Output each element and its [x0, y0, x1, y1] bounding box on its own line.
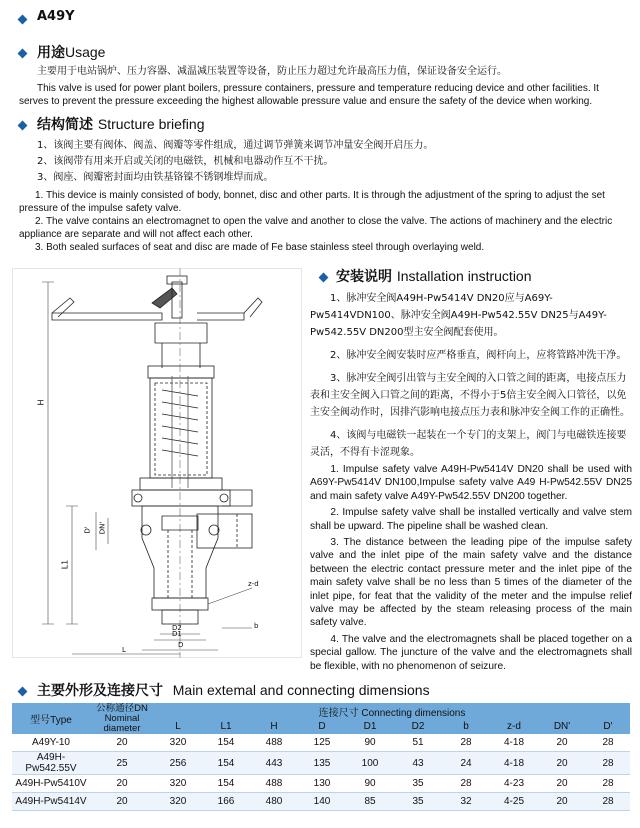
col-header: L: [154, 719, 202, 734]
installation-item-en: 4. The valve and the electromagnets shall be placed together on a special gallow. The juncture of the valve and the electromagnets shall be flexible, with no phenomenon of seizure.: [310, 633, 632, 672]
dim-label-Dp: D': [83, 526, 92, 534]
installation-heading: [336, 266, 532, 286]
installation-item-en: 2. Impulse safety valve shall be installed vertically and valve stem shall be upward. The pipeline shall be washed clean.: [310, 507, 632, 532]
table-cell: 32: [442, 793, 490, 811]
table-cell: 4-25: [490, 793, 538, 811]
col-header: L1: [202, 719, 250, 734]
col-header: D': [586, 719, 630, 734]
table-row: [12, 775, 630, 793]
table-cell: A49H-Pw5414V: [12, 793, 90, 811]
structure-item-en: 3. Both sealed surfaces of seat and disc are made of Fe base stainless steel through overlaying weld.: [35, 242, 485, 253]
table-row: [12, 734, 630, 752]
table-cell: 28: [442, 734, 490, 752]
valve-drawing: [12, 268, 302, 658]
col-header: D1: [346, 719, 394, 734]
dim-label-L: L: [122, 646, 126, 654]
table-cell: 166: [202, 793, 250, 811]
table-cell: 20: [90, 775, 154, 793]
structure-heading-en: Structure briefing: [97, 116, 205, 132]
structure-list-cn: [37, 138, 433, 186]
table-cell: 154: [202, 734, 250, 752]
table-cell: 125: [298, 734, 346, 752]
col-header: b: [442, 719, 490, 734]
table-cell: 28: [586, 775, 630, 793]
table-cell: 4-18: [490, 752, 538, 775]
table-cell: 20: [538, 734, 586, 752]
structure-item-en: 2. The valve contains an electromagnet to open the valve and another to close the valve. The actions of machinery and the electric appliance are separate and will not affect each other.: [19, 216, 613, 240]
installation-item-cn: 2、脉冲安全阀安装时应严格垂直，阀杆向上，应将管路冲洗干净。: [330, 350, 627, 361]
col-header-connecting: 连接尺寸 Connecting dimensions: [154, 703, 630, 719]
table-cell: 35: [394, 793, 442, 811]
table-cell: A49H-Pw542.55V: [12, 752, 90, 775]
table-cell: 140: [298, 793, 346, 811]
structure-item-en: 1. This device is mainly consisted of body, bonnet, disc and other parts. It is through the adjustment of the spring to adjust the set pressure of the impulse safety valve.: [19, 190, 605, 214]
table-cell: 20: [538, 793, 586, 811]
table-cell: 90: [346, 775, 394, 793]
installation-heading-cn: 安装说明: [336, 269, 392, 285]
bullet-diamond-icon: [319, 273, 329, 283]
dimensions-heading-en: Main extemal and connecting dimensions: [172, 682, 430, 698]
table-cell: 488: [250, 734, 298, 752]
bullet-diamond-icon: [18, 49, 28, 59]
table-cell: 480: [250, 793, 298, 811]
table-cell: A49H-Pw5410V: [12, 775, 90, 793]
table-cell: 90: [346, 734, 394, 752]
dim-label-zd: z-d: [248, 580, 259, 588]
col-header-dn-en: Nominal diameter: [103, 712, 141, 734]
table-row: [12, 793, 630, 811]
dim-label-D2: D2: [172, 624, 182, 632]
usage-text-cn: 主要用于电站锅炉、压力容器、减温减压装置等设备，防止压力超过允许最高压力值，保证设备安全运行。: [37, 66, 507, 77]
dimensions-heading-cn: 主要外形及连接尺寸: [37, 683, 163, 699]
table-cell: 35: [394, 775, 442, 793]
table-cell: 4-23: [490, 775, 538, 793]
table-cell: 25: [90, 752, 154, 775]
table-cell: 20: [538, 752, 586, 775]
dim-label-b: b: [254, 622, 259, 630]
dim-label-DNp: DN': [98, 521, 107, 535]
col-header-type: 型号Type: [12, 703, 90, 734]
col-header: DN': [538, 719, 586, 734]
table-cell: 100: [346, 752, 394, 775]
installation-item-en: 1. Impulse safety valve A49H-Pw5414V DN20 shall be used with A69Y-Pw5414V DN100,Impulse safety valve A49 H-Pw542.55V DN25 and main safety valve A49Y-Pw542.55V DN200 together.: [310, 464, 632, 502]
structure-item-cn: 3、阀座、阀瓣密封面均由铁基铬镍不锈钢堆焊而成。: [37, 172, 274, 183]
structure-heading-cn: 结构简述: [37, 117, 93, 133]
table-cell: 130: [298, 775, 346, 793]
bullet-diamond-icon: [18, 687, 28, 697]
structure-list-en: [19, 189, 631, 254]
table-cell: 28: [586, 793, 630, 811]
dim-label-D: D: [178, 641, 184, 649]
table-cell: 154: [202, 752, 250, 775]
installation-list-cn: [310, 290, 632, 467]
table-cell: 24: [442, 752, 490, 775]
table-cell: 154: [202, 775, 250, 793]
col-header-dn-cn: 公称通径DN: [96, 702, 148, 714]
usage-text-en: This valve is used for power plant boilers, pressure containers, pressure and temperature reducing device and other facilities. It serves to prevent the pressure exceeding the highest allowable pressure value and ensure the safety of the device when working.: [19, 83, 599, 107]
installation-item-cn: 4、该阀与电磁铁一起装在一个专门的支架上，阀门与电磁铁连接要灵活，不得有卡涩现象。: [310, 430, 627, 458]
col-header-dn: [90, 703, 154, 734]
table-cell: 20: [538, 775, 586, 793]
table-cell: 43: [394, 752, 442, 775]
table-cell: 28: [586, 734, 630, 752]
table-cell: 4-18: [490, 734, 538, 752]
table-cell: 443: [250, 752, 298, 775]
col-header: z-d: [490, 719, 538, 734]
structure-item-cn: 2、该阀带有用来开启或关闭的电磁铁，机械和电器动作互不干扰。: [37, 156, 334, 167]
structure-item-cn: 1、该阀主要有阀体、阀盖、阀瓣等零件组成，通过调节弹簧来调节冲量安全阀开启压力。: [37, 140, 434, 151]
bullet-diamond-icon: [18, 15, 28, 25]
col-header: D: [298, 719, 346, 734]
table-cell: 28: [442, 775, 490, 793]
installation-list-en: [310, 463, 632, 676]
table-cell: 20: [90, 793, 154, 811]
col-header: D2: [394, 719, 442, 734]
table-cell: 320: [154, 734, 202, 752]
installation-item-cn: 1、脉冲安全阀A49H-Pw5414V DN20应与A69Y-Pw5414VDN100、脉冲安全阀A49H-Pw542.55V DN25与A49Y-Pw542.55V DN200型主安全阀配套使用。: [310, 293, 607, 338]
installation-item-cn: 3、脉冲安全阀引出管与主安全阀的入口管之间的距离，电接点压力表和主安全阀入口管之间的距离，不得小于5倍主安全阀入口管径，以免主安全阀动作时，因排汽影响电接点压力表和脉冲安全阀工作的正确性。: [310, 373, 630, 418]
table-cell: A49Y-10: [12, 734, 90, 752]
dim-label-D1: D1: [172, 630, 182, 638]
structure-heading: [37, 114, 204, 134]
table-row: [12, 752, 630, 775]
dimensions-heading: [37, 680, 430, 700]
usage-heading-en: Usage: [65, 44, 106, 60]
table-cell: 51: [394, 734, 442, 752]
table-cell: 28: [586, 752, 630, 775]
usage-heading: [37, 42, 105, 62]
table-cell: 488: [250, 775, 298, 793]
installation-item-en: 3. The distance between the leading pipe of the impulse safety valve and the inlet pipe of the main safety valve and the distance between the electric contact pressure meter and the inlet pipe of the main safety valve shall be no less than 5 times of the diameter of the inlet pipe, for feat that the validity of the meter and the impulse relief valve may be affected by the steam releasing process of the main safety valve.: [310, 537, 632, 629]
table-cell: 20: [90, 734, 154, 752]
table-cell: 320: [154, 793, 202, 811]
table-cell: 135: [298, 752, 346, 775]
dimensions-table: [12, 703, 630, 811]
dim-label-L1: L1: [60, 559, 70, 570]
table-cell: 85: [346, 793, 394, 811]
usage-heading-cn: 用途: [37, 45, 65, 61]
model-title: A49Y: [37, 9, 75, 24]
table-cell: 256: [154, 752, 202, 775]
col-header: H: [250, 719, 298, 734]
dim-label-H: H: [36, 399, 46, 406]
installation-heading-en: Installation instruction: [396, 268, 532, 284]
bullet-diamond-icon: [18, 121, 28, 131]
table-cell: 320: [154, 775, 202, 793]
